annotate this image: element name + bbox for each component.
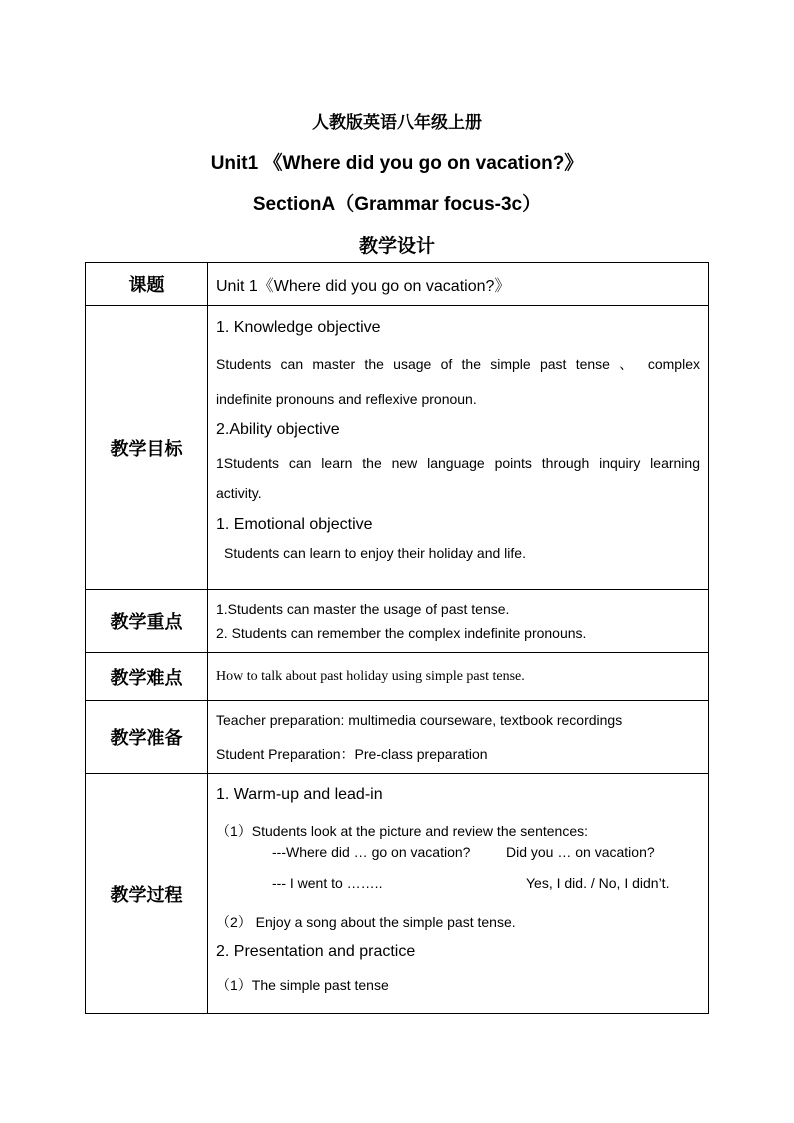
label-objectives: 教学目标 <box>86 306 208 590</box>
label-process: 教学过程 <box>86 774 208 1014</box>
emotional-text: Students can learn to enjoy their holiday and life. <box>224 545 526 561</box>
presentation-heading: 2. Presentation and practice <box>216 943 416 960</box>
warmup-item-2: （2） Enjoy a song about the simple past tense. <box>216 914 516 930</box>
warmup-heading: 1. Warm-up and lead-in <box>216 786 383 803</box>
value-objectives <box>208 306 709 590</box>
dialogue-line-2 <box>216 875 700 911</box>
value-preparation <box>208 701 709 774</box>
row-objectives <box>86 306 709 590</box>
label-topic: 课题 <box>86 263 208 306</box>
row-key-points <box>86 590 709 653</box>
key-point-1: 1.Students can master the usage of past tense. <box>216 601 510 617</box>
topic-text: Unit 1《Where did you go on vacation?》 <box>216 277 511 295</box>
ability-text-2: activity. <box>216 485 262 501</box>
label-preparation: 教学准备 <box>86 701 208 774</box>
dialogue-answer-1: --- I went to …….. <box>272 875 383 891</box>
knowledge-heading: 1. Knowledge objective <box>216 319 381 336</box>
difficulty-text: How to talk about past holiday using simple past tense. <box>216 668 525 684</box>
value-process <box>208 774 709 1014</box>
row-difficulties <box>86 653 709 701</box>
doc-title-section: SectionA（Grammar focus-3c） <box>252 194 542 215</box>
value-topic <box>208 263 709 306</box>
emotional-heading: 1. Emotional objective <box>216 516 373 533</box>
dialogue-question-1: ---Where did … go on vacation? <box>272 844 471 860</box>
key-point-2: 2. Students can remember the complex indefinite pronouns. <box>216 625 587 641</box>
warmup-item-1: （1）Students look at the picture and review the sentences: <box>216 823 588 839</box>
presentation-item-1: （1）The simple past tense <box>216 977 389 993</box>
doc-title-design: 教学设计 <box>358 236 435 257</box>
doc-title-textbook: 人教版英语八年级上册 <box>312 113 482 132</box>
value-difficulties <box>208 653 709 701</box>
dialogue-answer-2: Yes, I did. / No, I didn’t. <box>526 875 670 891</box>
teacher-preparation: Teacher preparation: multimedia courseware, textbook recordings <box>216 712 623 728</box>
doc-title-unit: Unit1 《Where did you go on vacation?》 <box>210 153 584 174</box>
dialogue-line-1 <box>216 844 700 875</box>
row-preparation <box>86 701 709 774</box>
ability-heading: 2.Ability objective <box>216 421 340 438</box>
student-preparation: Student Preparation：Pre-class preparation <box>216 746 488 762</box>
lesson-plan-table <box>85 262 709 1014</box>
dialogue-question-2: Did you … on vacation? <box>506 844 655 860</box>
label-difficulties: 教学难点 <box>86 653 208 701</box>
label-key-points: 教学重点 <box>86 590 208 653</box>
value-key-points <box>208 590 709 653</box>
knowledge-text-2: indefinite pronouns and reflexive pronoun. <box>216 391 477 407</box>
ability-text-1: 1Students can learn the new language points through inquiry learning <box>216 455 700 471</box>
row-process <box>86 774 709 1014</box>
knowledge-text-1: Students can master the usage of the simple past tense 、 complex <box>216 356 700 372</box>
row-topic <box>86 263 709 306</box>
